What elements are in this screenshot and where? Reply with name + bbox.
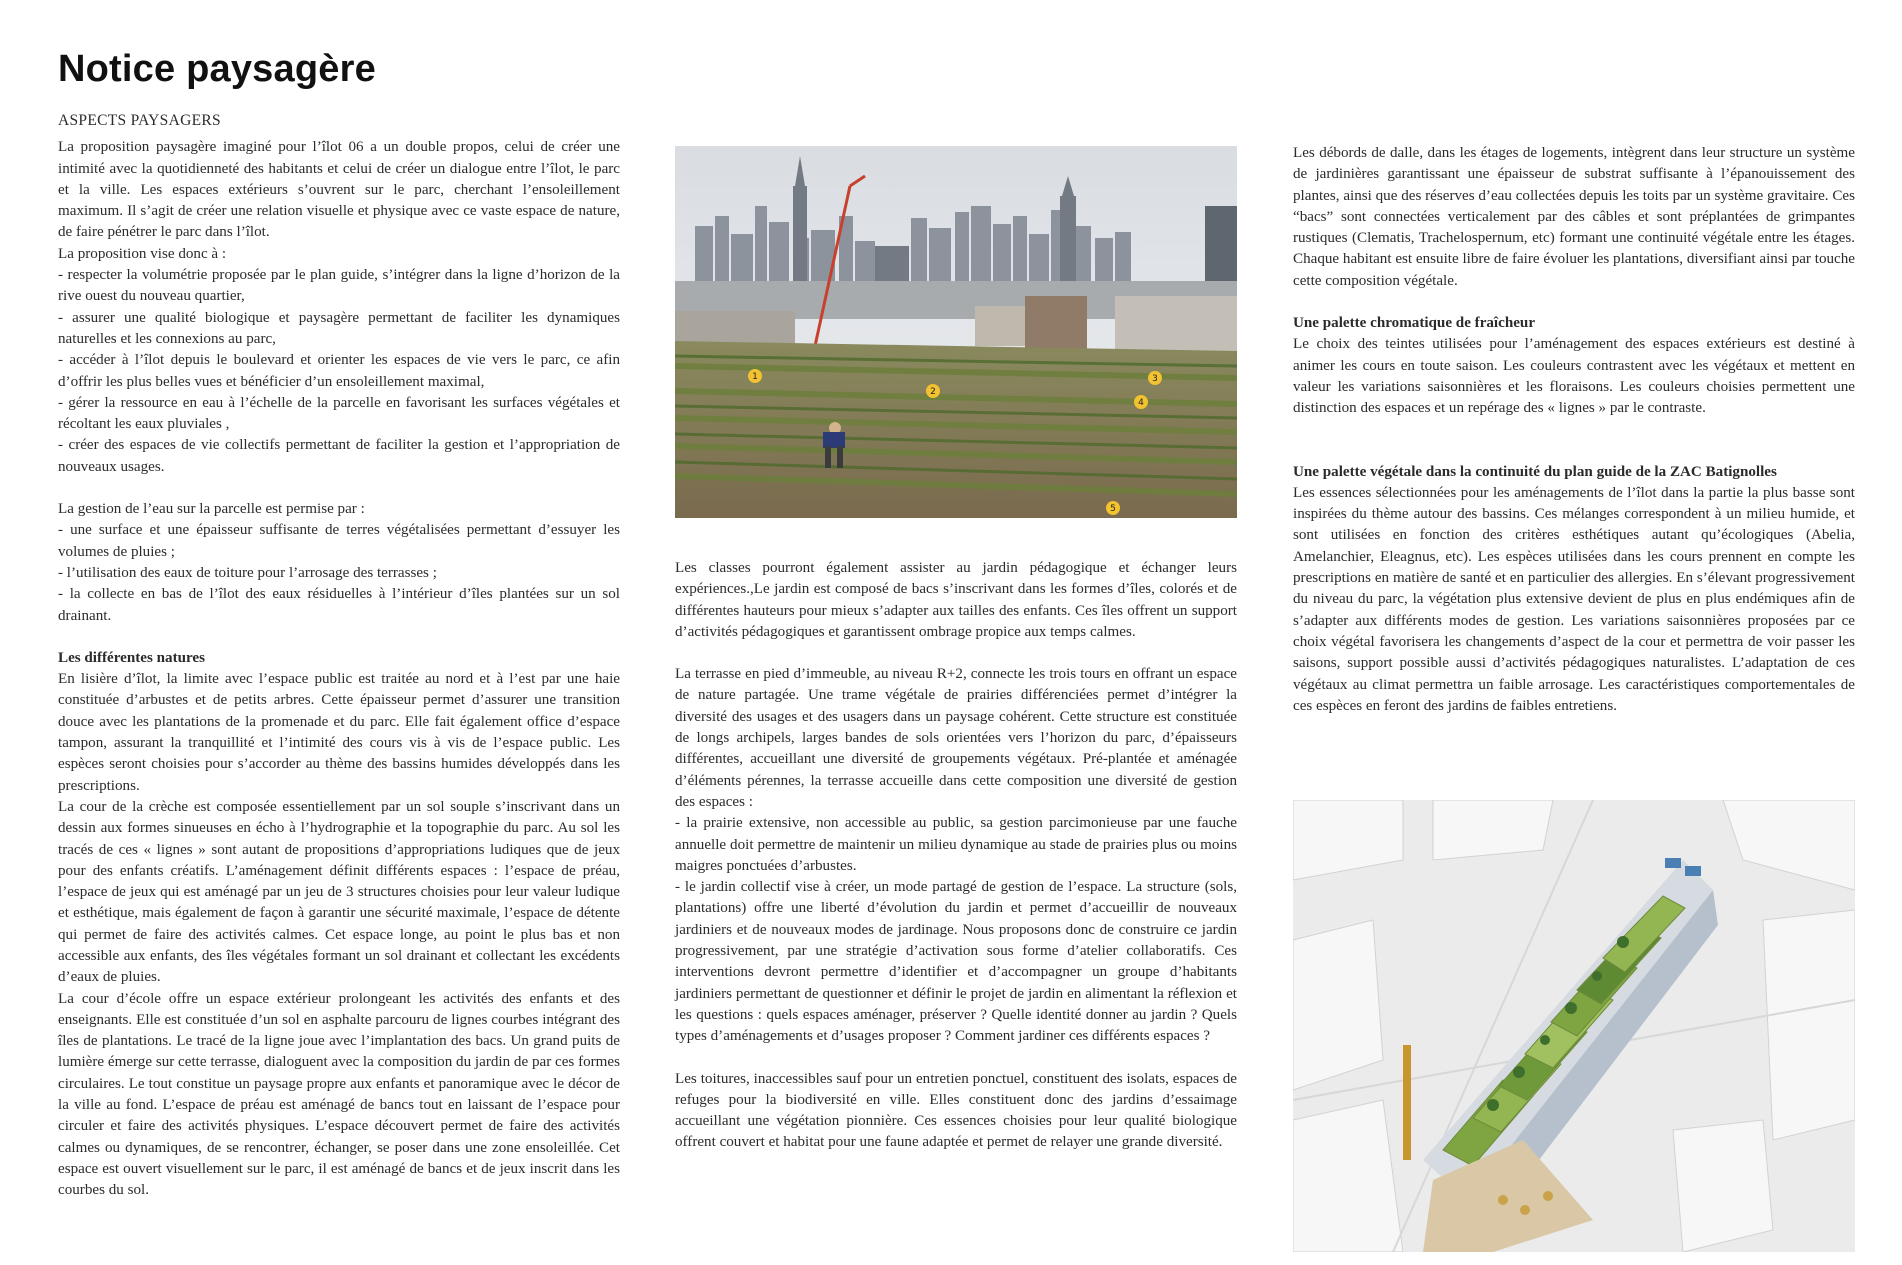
terrace-item: - le jardin collectif vise à créer, un mode partagé de gestion de l’espace. La structure (sols, plantations) offre une liberté d’évolution du jardin et permet d’accueillir de nouveaux jardiniers et de nouveaux modes de jardinage. Nous proposons donc de construire ce jardin progressivement, par une stratégie d’activation sous forme d’atelier collaboratifs. Ces interventions devront permettre d’identifier et d’accompagner un groupe d’habitants jardiniers permettant de questionner et définir le projet de jardin en alimentant la réflexion et les questions : quels espaces aménager, préserver ? Quelle identité donner au jardin ? Quels types d’aménagements et d’usages proposer ? Comment jardiner ces différents espaces ? [675,879,1237,1045]
plant-palette-heading: Une palette végétale dans la continuité du plan guide de la ZAC Batignolles [1293,463,1777,480]
aims-lead: La proposition vise donc à : [58,245,227,262]
column-right [1293,143,1855,717]
aim-item: - assurer une qualité biologique et paysagère permettant de faciliter les dynamiques naturelles et les connexions au parc, [58,309,620,347]
section-heading: ASPECTS PAYSAGERS [58,112,221,129]
terrace-item: - la prairie extensive, non accessible au public, sa gestion parcimonieuse par une fauche annuelle doit permettre de maintenir un milieu dynamique au stade de prairies plus ou moins maigres ponctuées d’arbustes. [675,815,1237,874]
aim-item: - créer des espaces de vie collectifs permettant de faciliter la gestion et l’appropriation de nouveaux usages. [58,437,620,475]
photo-marker: 4 [1138,398,1144,408]
aim-item: - accéder à l’îlot depuis le boulevard et orienter les espaces de vie vers le parc, ce afin d’offrir les plus belles vues et bénéficier d’un ensoleillement maximal, [58,352,620,390]
intro-paragraph: La proposition paysagère imaginé pour l’îlot 06 a un double propos, celui de créer une intimité avec la quotidienneté des habitants et celui de créer un dialogue entre l’îlot, le parc et la ville. Les espaces extérieurs s’ouvrent sur le parc, cherchant l’ensoleillement maximum. Il s’agit de créer une relation visuelle et physique avec ce vaste espace de nature, de faire pénétrer le parc dans l’îlot. [58,139,620,241]
page-title: Notice paysagère [58,48,376,90]
middle-paragraph: La terrasse en pied d’immeuble, au niveau R+2, connecte les trois tours en offrant un espace de nature partagée. Une trame végétale de prairies différenciées permet d’intégrer la diversité des usages et des usagers dans un paysage cohérent. Cette structure est constituée de longs archipels, larges bandes de sols orientées vers l’horizon du parc, d’épaisseurs différentes, accueillant une diversité de groupements végétaux. Pré-plantée et aménagée d’éléments pérennes, la terrasse accueille dans cette composition une diversité de gestion des espaces : [675,666,1237,810]
photo-marker: 1 [752,372,758,382]
column-left [58,110,620,1202]
right-paragraph: Le choix des teintes utilisées pour l’aménagement des espaces extérieurs est destiné à animer les cours en toute saison. Les couleurs contrastent avec les végétaux et mettent en valeur les variations saisonnières et les floraisons. Les couleurs choisies permettent une distinction des espaces et un repérage des « lignes » par le contraste. [1293,336,1855,417]
aim-item: - gérer la ressource en eau à l’échelle de la parcelle en favorisant les surfaces végétales et récoltant les eaux pluviales , [58,394,620,433]
photo-marker: 2 [930,387,936,397]
water-item: - la collecte en bas de l’îlot des eaux résiduelles à l’intérieur d’îles plantées sur un sol drainant. [58,586,620,624]
natures-paragraph: La cour de la crèche est composée essentiellement par un sol souple s’inscrivant dans un dessin aux formes sinueuses en écho à l’hydrographie et la topographie du parc. Au sol les tracés de ces « lignes » sont autant de propositions d’appropriations ludiques que de jeux pour des enfants créatifs. L’aménagement définit différents espaces : l’espace de préau, l’espace de jeux qui est aménagé par un jeu de 3 structures choisies pour leur valeur ludique et esthétique, mais également de façon à garantir une sécurité maximale, l’espace de détente qui permet de faire des activités calmes. Cet espace longe, au point le plus bas et non accessible aux enfants, des îles végétales formant un sol drainant et collectant les excédents d’eaux de pluies. [58,798,620,986]
natures-heading: Les différentes natures [58,649,206,666]
water-item: - l’utilisation des eaux de toiture pour l’arrosage des terrasses ; [58,564,437,581]
chromatic-heading: Une palette chromatique de fraîcheur [1293,315,1536,332]
rooftop-farm-illustration [675,146,1237,518]
water-item: - une surface et une épaisseur suffisante de terres végétalisées permettant d’essuyer les volumes de pluies ; [58,522,620,560]
photo-marker: 3 [1152,374,1158,384]
rooftop-farm-photo [675,146,1237,518]
right-paragraph: Les essences sélectionnées pour les aménagements de l’îlot dans la partie la plus basse sont inspirées du thème autour des bassins. Ces mélanges correspondent à un milieu humide, et sont utilisées en fonction des critères esthétiques autant qu’écologiques (Abelia, Amelanchier, Eleagnus, etc). Les espèces utilisées dans les cours prennent en compte les prescriptions en matière de santé et en particulier des allergies. En s’élevant progressivement du niveau du parc, la végétation plus extensive devient de plus en plus endémiques afin de s’adapter aux différents modes de gestion. Les variations saisonnières proposées par ce choix végétal favorisera les changements d’aspect de la cour et permettra de voir passer les saisons, support possible aussi d’activités pédagogiques naturalistes. L’adaptation de ces végétaux au climat permettra un faible arrosage. Les caractéristiques comportementales de ces espèces en feront des jardins de faibles entretiens. [1293,484,1855,714]
terraced-building-illustration [1293,800,1855,1252]
aim-item: - respecter la volumétrie proposée par le plan guide, s’intégrer dans la ligne d’horizon de la rive ouest du nouveau quartier, [58,267,620,305]
natures-paragraph: En lisière d’îlot, la limite avec l’espace public est traitée au nord et à l’est par une haie constituée d’arbustes et de petits arbres. Cette épaisseur permet d’assurer une transition douce avec les plantations de la promenade et du parc. Elle fait également office d’espace tampon, assurant la tranquillité et l’intimité des cours vis à vis de l’espace public. Les espèces seront choisies pour s’accorder au thème des bassins humides développés dans les prescriptions. [58,671,620,794]
terraced-building-render [1293,800,1855,1252]
photo-marker: 5 [1110,504,1116,514]
natures-paragraph: La cour d’école offre un espace extérieur prolongeant les activités des enfants et des enseignants. Elle est constituée d’un sol en asphalte parcouru de lignes courbes intégrant des îles de plantations. Le tracé de la ligne joue avec l’implantation des bacs. Un grand puits de lumière émerge sur cette terrasse, dialoguent avec la composition du jardin de par ces formes circulaires. Le tout constitue un paysage propre aux enfants et panoramique avec le décor de la ville au fond. L’espace de préau est aménagé de bancs tout en laissant de l’espace pour circuler et faire des activités physiques. L’espace découvert permet de faire des activités calmes ou dynamiques, de se rencontrer, échanger, se poser dans une zone ensoleillée. Cet espace est ouvert visuellement sur le parc, il est aménagé de bancs et de jeux inscrit dans les courbes du sol. [58,990,620,1199]
column-middle [675,558,1237,1154]
right-paragraph: Les débords de dalle, dans les étages de logements, intègrent dans leur structure un système de jardinières garantissant une épaisseur de substrat suffisante à l’épanouissement des plantes, ainsi que des réserves d’eau collectées depuis les toits par un système gravitaire. Ces “bacs” sont connectées verticalement par des câbles et sont préplantées de grimpantes rustiques (Clematis, Trachelospernum, etc) formant une continuité végétale entre les étages. Chaque habitant est ensuite libre de faire évoluer les plantations, diversifiant ainsi par touche cette composition végétale. [1293,145,1855,289]
middle-paragraph: Les toitures, inaccessibles sauf pour un entretien ponctuel, constituent des isolats, espaces de refuges pour la biodiversité en ville. Elles constituent donc des jardins d’essaimage accueillant une végétation pionnière. Ces essences choisies pour leur qualité biologique offrent couvert et habitat pour une faune adaptée et permet de relayer une grande diversité. [675,1070,1237,1151]
water-lead: La gestion de l’eau sur la parcelle est permise par : [58,501,365,518]
middle-paragraph: Les classes pourront également assister au jardin pédagogique et échanger leurs expériences.,Le jardin est composé de bacs s’inscrivant dans les formes d’îles, colorés et de différentes hauteurs pour mieux s’adapter aux tailles des enfants. Ces îles offrent un support d’activités pédagogiques et garantissent ombrage propice aux temps calmes. [675,560,1237,640]
